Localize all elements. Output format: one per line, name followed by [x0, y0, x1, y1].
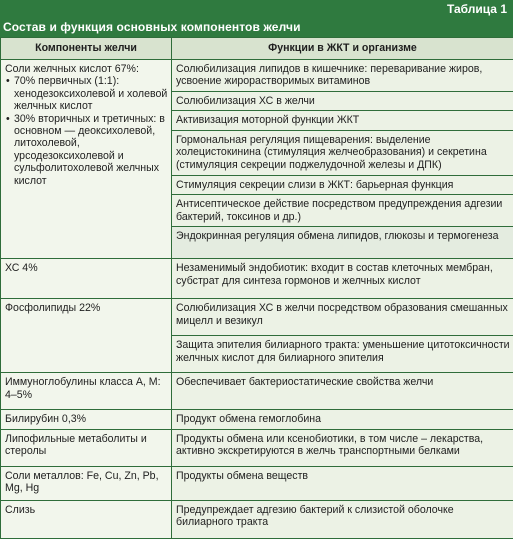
- function-cell: Продукты обмена веществ: [172, 466, 513, 500]
- table-row: [1, 373, 513, 410]
- column-header-functions: Функции в ЖКТ и организме: [172, 38, 513, 60]
- table-row: [1, 259, 513, 299]
- component-name: Иммуноглобулины класса A, M: 4–5%: [5, 376, 168, 401]
- table-row: [1, 299, 513, 336]
- function-cell: Антисептическое действие посредством предупреждения адгезии бактерий, токсинов и др.): [172, 195, 513, 227]
- component-name: Липофильные метаболиты и стеролы: [5, 433, 168, 458]
- component-subitem: • 30% вторичных и третичных: в основном — деоксихолевой, литохолевой, урсодезоксихолевой и сульфолитохолевой желчных кислот: [14, 113, 168, 187]
- component-cell: [1, 466, 172, 500]
- component-cell: [1, 60, 172, 259]
- component-cell: [1, 429, 172, 466]
- function-cell: Стимуляция секреции слизи в ЖКТ: барьерная функция: [172, 175, 513, 194]
- component-name: Соли металлов: Fe, Cu, Zn, Pb, Mg, Hg: [5, 470, 168, 495]
- table-body: [1, 60, 513, 539]
- component-subitems: [5, 75, 168, 187]
- function-cell: Гормональная регуляция пищеварения: выделение холецистокинина (стимуляция желчеобразования) и секретина (стимуляция секреции поджелудочной железы и ДПК): [172, 130, 513, 175]
- table-row: [1, 500, 513, 538]
- component-cell: [1, 500, 172, 538]
- function-cell: Продукты обмена или ксенобиотики, в том числе – лекарства, активно экскретируются в желчь транспортными белками: [172, 429, 513, 466]
- title-bar: [0, 0, 513, 37]
- function-cell: Обеспечивает бактериостатические свойства желчи: [172, 373, 513, 410]
- function-cell: Защита эпителия билиарного тракта: уменьшение цитотоксичности желчных кислот для билиарного эпителия: [172, 336, 513, 373]
- function-cell: Солюбилизация ХС в желчи: [172, 92, 513, 111]
- component-name: ХС 4%: [5, 262, 168, 274]
- component-subitem: • 70% первичных (1:1): хенодезоксихолевой и холевой желчных кислот: [14, 75, 168, 112]
- component-name: Билирубин 0,3%: [5, 413, 168, 425]
- component-cell: [1, 410, 172, 429]
- function-cell: Солюбилизация ХС в желчи посредством образования смешанных мицелл и везикул: [172, 299, 513, 336]
- function-cell: Солюбилизация липидов в кишечнике: переваривание жиров, усвоение жирорастворимых витаминов: [172, 60, 513, 92]
- table-row: [1, 429, 513, 466]
- column-header-components: Компоненты желчи: [1, 38, 172, 60]
- component-cell: [1, 373, 172, 410]
- function-cell: Незаменимый эндобиотик: входит в состав клеточных мембран, субстрат для синтеза гормонов и желчных кислот: [172, 259, 513, 299]
- component-cell: [1, 259, 172, 299]
- header-row: [1, 38, 513, 60]
- data-table: [0, 37, 513, 539]
- component-cell: [1, 299, 172, 373]
- function-cell: Активизация моторной функции ЖКТ: [172, 111, 513, 130]
- table-number: Таблица 1: [447, 2, 507, 16]
- function-cell: Продукт обмена гемоглобина: [172, 410, 513, 429]
- component-name: Слизь: [5, 504, 168, 516]
- component-name: Фосфолипиды 22%: [5, 302, 168, 314]
- table-title: Состав и функция основных компонентов желчи: [3, 20, 301, 34]
- table-row: [1, 410, 513, 429]
- table-row: [1, 60, 513, 92]
- function-cell: Предупреждает адгезию бактерий к слизистой оболочке билиарного тракта: [172, 500, 513, 538]
- component-name: Соли желчных кислот 67%:: [5, 63, 168, 75]
- function-cell: Эндокринная регуляция обмена липидов, глюкозы и термогенеза: [172, 227, 513, 259]
- table-row: [1, 466, 513, 500]
